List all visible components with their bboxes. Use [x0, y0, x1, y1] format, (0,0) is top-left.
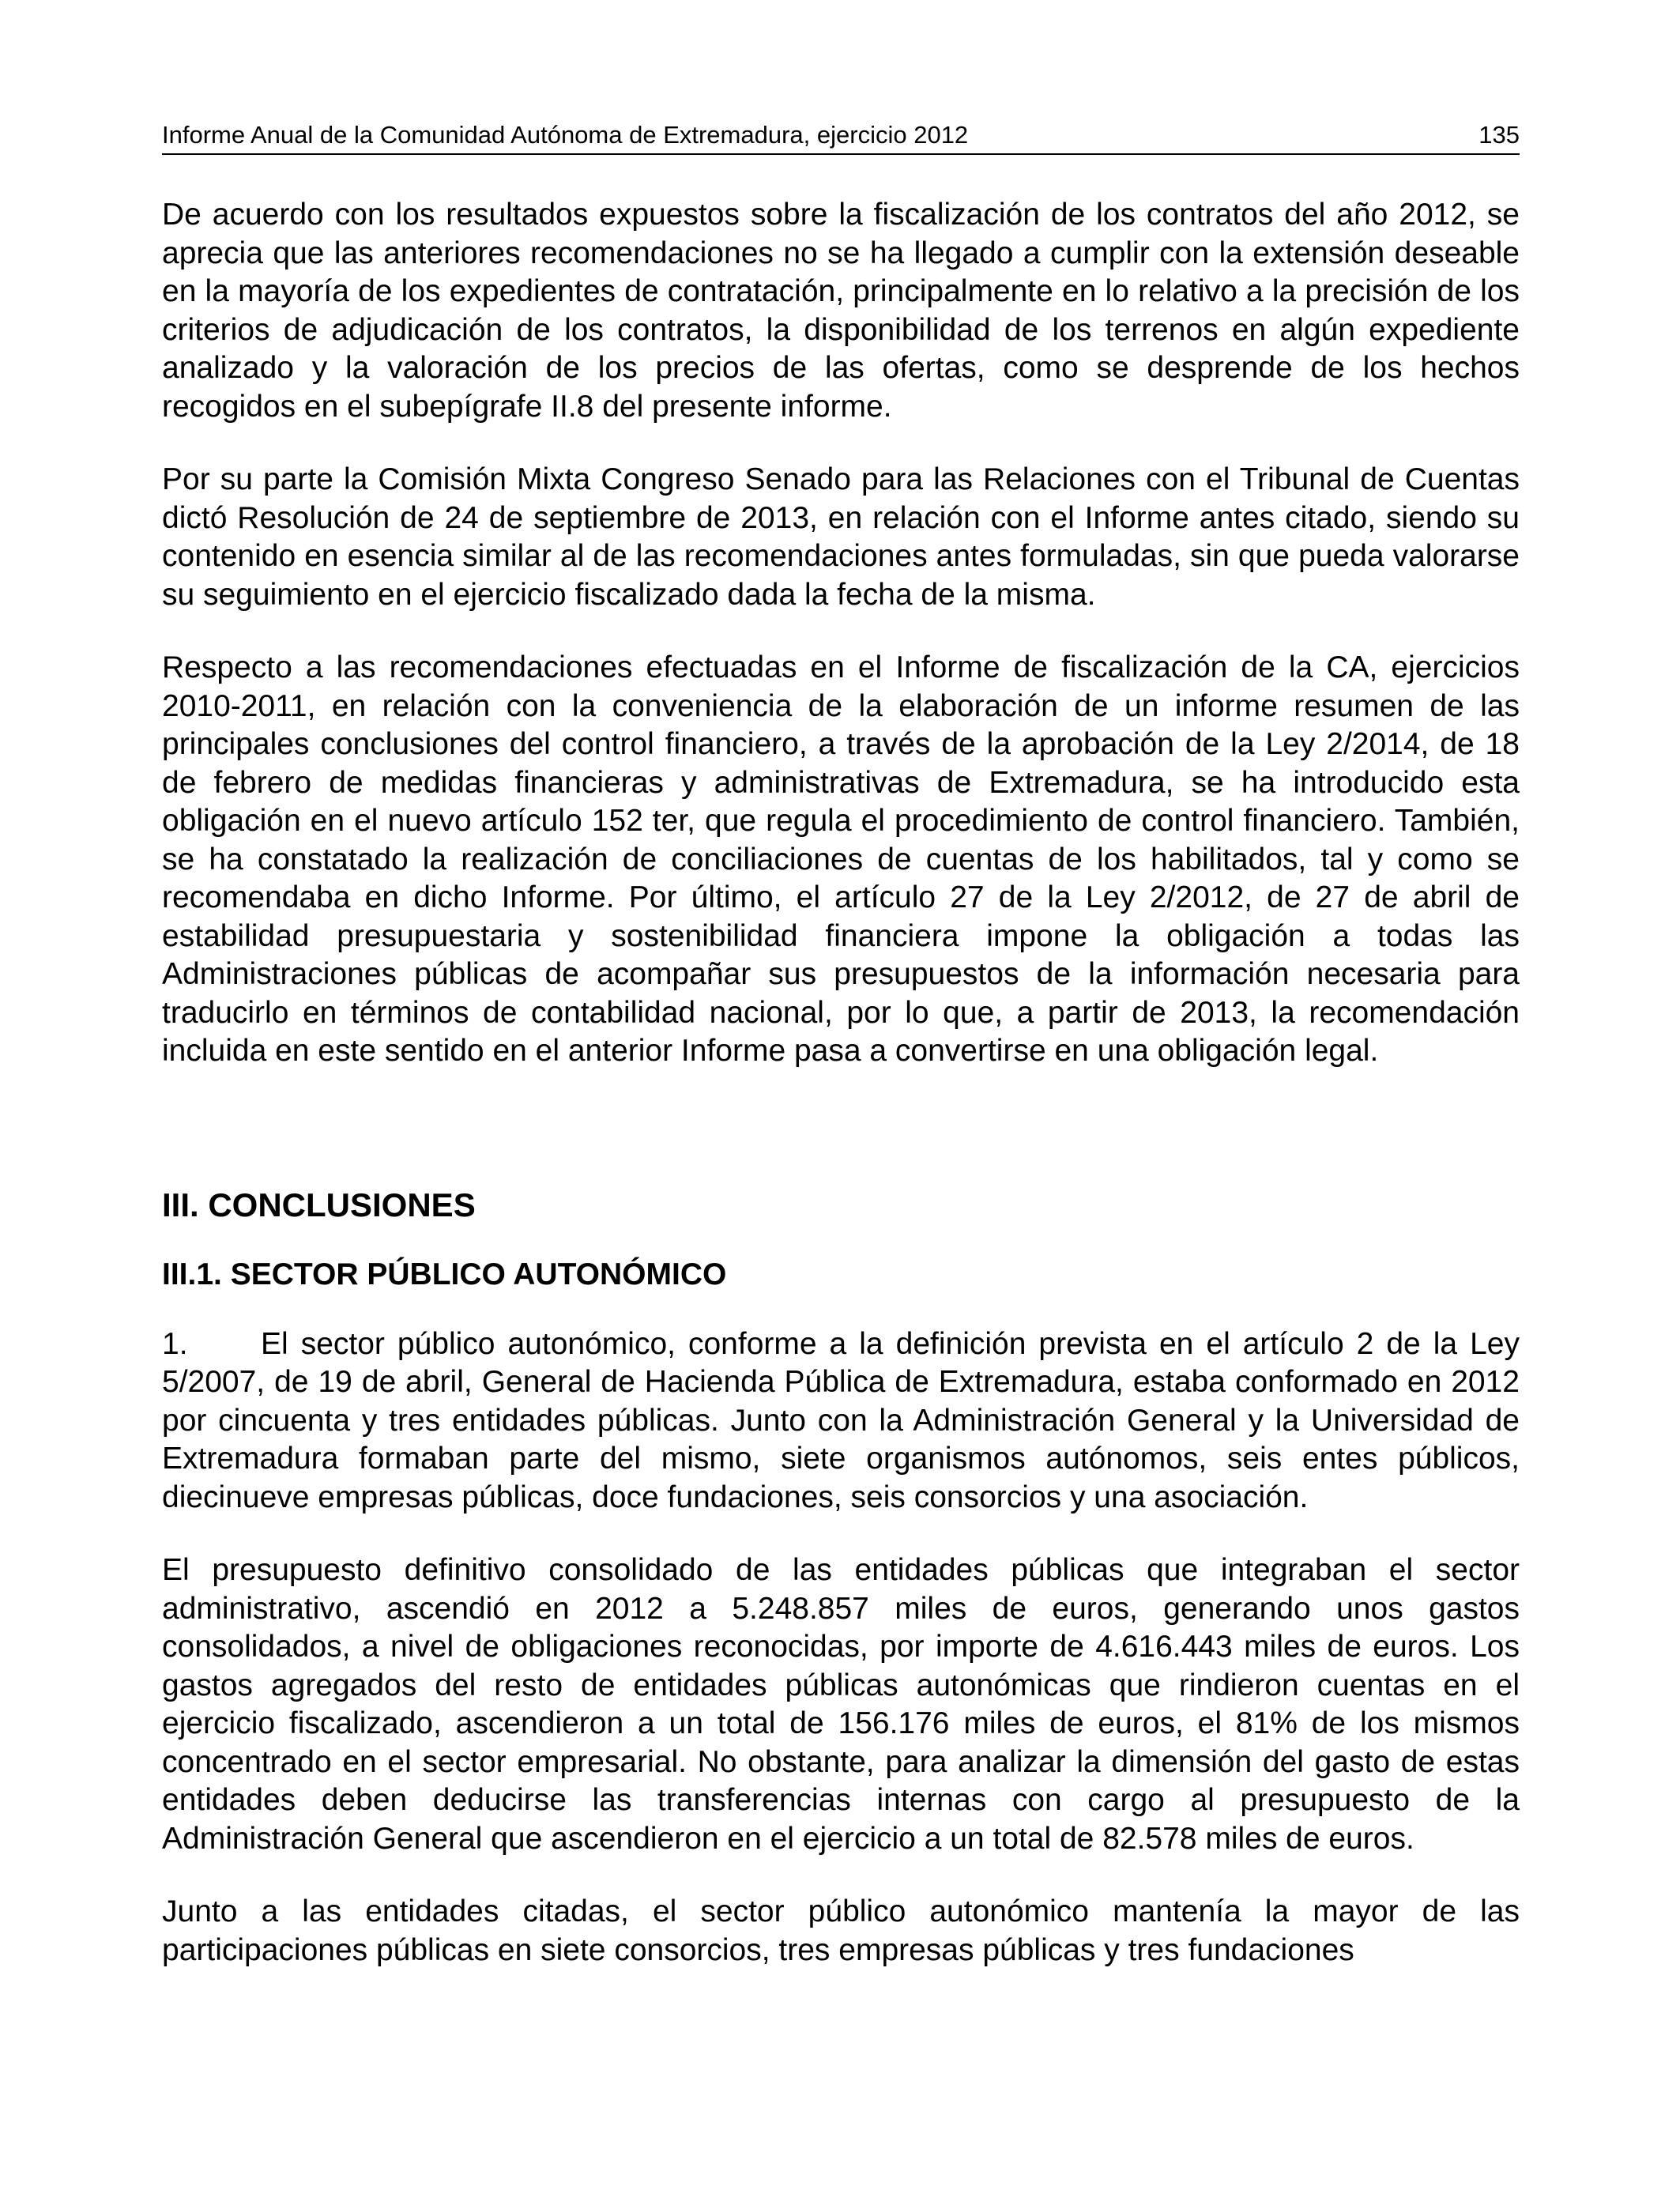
page-number: 135 [1478, 121, 1520, 149]
body-paragraph: De acuerdo con los resultados expuestos sobre la fiscalización de los contratos del año 2012, se aprecia que las anteriores recomendaciones no se ha llegado a cumplir con la extensión deseable en la mayoría de los expedientes de contratación, principalmente en lo relativo a la precisión de los criterios de adjudicación de los contratos, la disponibilidad de los terrenos en algún expediente analizado y la valoración de los precios de las ofertas, como se desprende de los hechos recogidos en el subepígrafe II.8 del presente informe. [162, 198, 1520, 424]
section-spacer [162, 1106, 1520, 1183]
item-text: El sector público autonómico, conforme a la definición prevista en el artículo 2 de la Ley 5/2007, de 19 de abril, General de Hacienda Pública de Extremadura, estaba conformado en 2012 por cincuenta y tres entidades públicas. Junto con la Administración General y la Universidad de Extremadura formaban parte del mismo, siete organismos autónomos, seis entes públicos, diecinueve empresas públicas, doce fundaciones, seis consorcios y una asociación. [162, 1326, 1520, 1514]
body-paragraph: Respecto a las recomendaciones efectuadas en el Informe de fiscalización de la CA, ejercicios 2010-2011, en relación con la conveniencia de la elaboración de un informe resumen de las principales conclusiones del control financiero, a través de la aprobación de la Ley 2/2014, de 18 de febrero de medidas financieras y administrativas de Extremadura, se ha introducido esta obligación en el nuevo artículo 152 ter, que regula el procedimiento de control financiero. También, se ha constatado la realización de conciliaciones de cuentas de los habilitados, tal y como se recomendaba en dicho Informe. Por último, el artículo 27 de la Ley 2/2012, de 27 de abril de estabilidad presupuestaria y sostenibilidad financiera impone la obligación a todas las Administraciones públicas de acompañar sus presupuestos de la información necesaria para traducirlo en términos de contabilidad nacional, por lo que, a partir de 2013, la recomendación incluida en este sentido en el anterior Informe pasa a convertirse en una obligación legal. [162, 650, 1520, 1068]
header-title: Informe Anual de la Comunidad Autónoma de Extremadura, ejercicio 2012 [162, 121, 969, 149]
body-paragraph: Por su parte la Comisión Mixta Congreso Senado para las Relaciones con el Tribunal de Cuentas dictó Resolución de 24 de septiembre de 2013, en relación con el Informe antes citado, siendo su contenido en esencia similar al de las recomendaciones antes formuladas, sin que pueda valorarse su seguimiento en el ejercicio fiscalizado dada la fecha de la misma. [162, 462, 1520, 612]
document-page [162, 0, 1520, 2194]
numbered-paragraph [162, 1325, 1520, 1517]
body-paragraph: El presupuesto definitivo consolidado de las entidades públicas que integraban el sector administrativo, ascendió en 2012 a 5.248.857 miles de euros, generando unos gastos consolidados, a nivel de obligaciones reconocidas, por importe de 4.616.443 miles de euros. Los gastos agregados del resto de entidades públicas autonómicas que rindieron cuentas en el ejercicio fiscalizado, ascendieron a un total de 156.176 miles de euros, el 81% de los mismos concentrado en el sector empresarial. No obstante, para analizar la dimensión del gasto de estas entidades deben deducirse las transferencias internas con cargo al presupuesto de la Administración General que ascendieron en el ejercicio a un total de 82.578 miles de euros. [162, 1553, 1520, 1856]
body-paragraph: Junto a las entidades citadas, el sector público autonómico mantenía la mayor de las participaciones públicas en siete consorcios, tres empresas públicas y tres fundaciones [162, 1894, 1520, 1967]
page-content [162, 196, 1520, 2004]
item-number: 1. [162, 1326, 188, 1361]
subsection-heading: III.1. SECTOR PÚBLICO AUTONÓMICO [162, 1257, 727, 1291]
section-heading: III. CONCLUSIONES [162, 1186, 476, 1223]
running-header [162, 117, 1520, 155]
